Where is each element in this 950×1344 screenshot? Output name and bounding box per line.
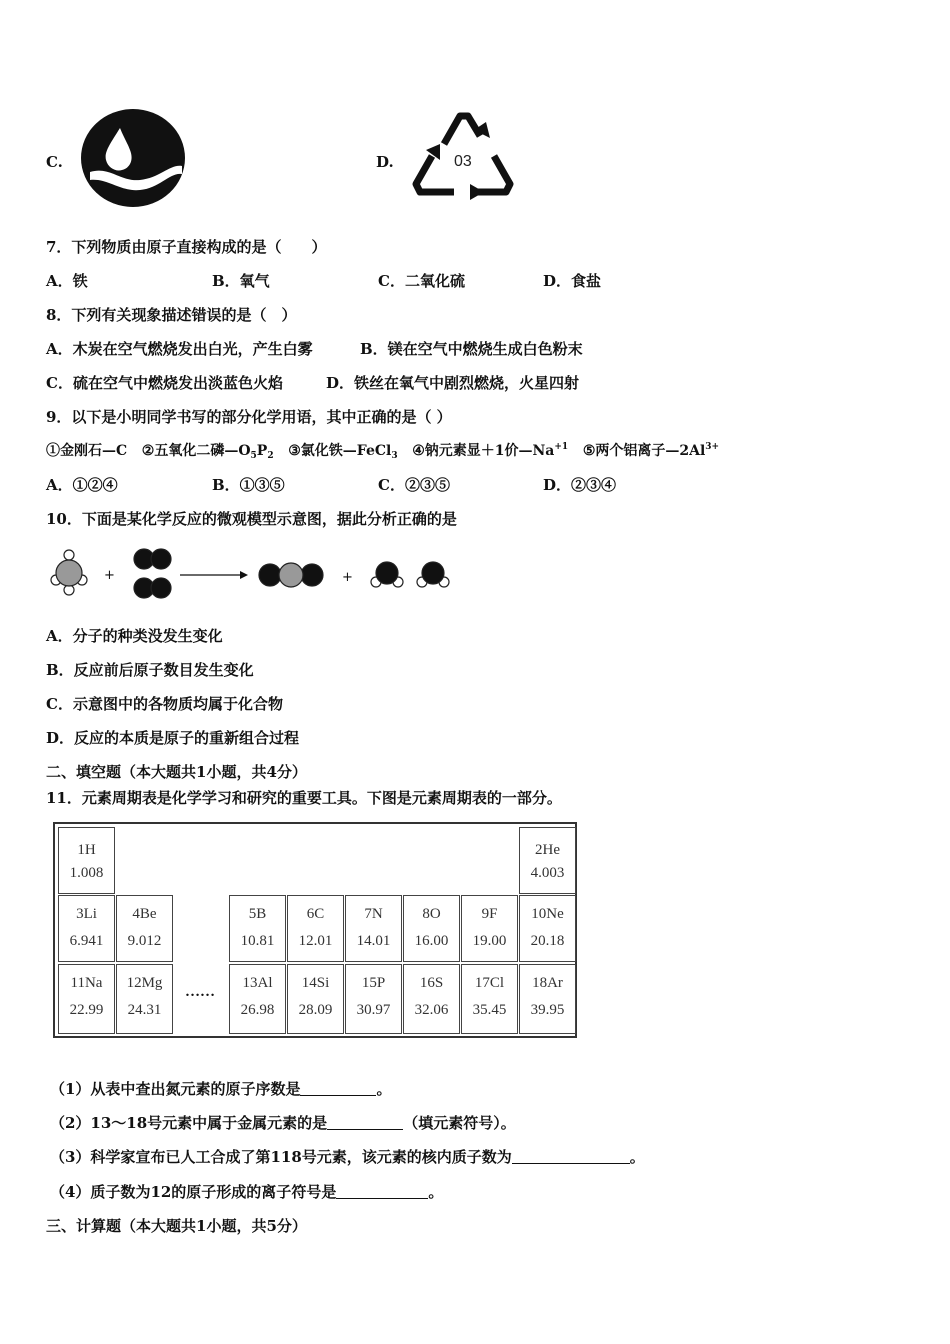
element-symbol: 12Mg [126,975,163,991]
black-atom [151,578,171,598]
element-cell [287,895,344,962]
element-symbol: 13Al [242,975,273,991]
section-2-heading: 二、填空题（本大题共1小题，共4分） [46,763,307,781]
recycle-03-icon [410,104,518,202]
element-symbol: 16S [419,975,444,991]
element-cell [519,964,576,1034]
element-symbol: 4Be [132,906,157,922]
reaction-arrow-head [240,571,248,579]
element-mass: 22.99 [69,1002,104,1018]
element-cell [229,895,286,962]
grey-atom [56,560,82,586]
element-cell [519,895,576,962]
element-mass: 1.008 [69,865,104,881]
element-mass: 24.31 [127,1002,162,1018]
element-mass: 4.003 [530,865,565,881]
element-mass: 30.97 [356,1002,391,1018]
q9-option-c: C．②③⑤ [378,476,450,494]
element-symbol: 3Li [76,906,97,922]
q10-option-b: B．反应前后原子数目发生变化 [46,661,254,679]
q9-stem: 9．以下是小明同学书写的部分化学用语，其中正确的是（ ） [46,408,452,426]
element-mass: 14.01 [356,933,391,949]
element-mass: 32.06 [414,1002,449,1018]
small-white-atom [64,550,74,560]
q11-part-3: （3）科学家宣布已人工合成了第118号元素，该元素的核内质子数为 。 [50,1148,645,1166]
q9-option-b: B．①③⑤ [212,476,285,494]
element-symbol: 7N [364,906,383,922]
q9-item-4: ④钠元素显＋1价$—Na^{+1}$ [412,442,569,459]
water-saving-logo-icon [80,108,186,208]
q7-option-d: D．食盐 [543,272,602,290]
section-3-heading: 三、计算题（本大题共1小题，共5分） [46,1217,307,1235]
element-cell [345,964,402,1034]
element-symbol: 2He [535,842,560,858]
black-atom [151,549,171,569]
q9-items [46,440,719,461]
q7-option-b: B．氧气 [212,272,270,290]
answer-blank-2[interactable] [327,1115,403,1130]
q7-option-c: C．二氧化硫 [378,272,465,290]
q10-option-c: C．示意图中的各物质均属于化合物 [46,695,283,713]
answer-blank-4[interactable] [336,1184,428,1199]
periodic-table [53,822,577,1038]
black-atom [422,562,444,584]
q9-item-5: ⑤两个铝离子$—2Al^{3+}$ [582,442,720,459]
plus-sign-1: + [104,568,115,583]
q8-option-a: A．木炭在空气燃烧发出白光，产生白雾 [46,340,313,358]
element-mass: 39.95 [530,1002,565,1018]
q9-item-2: ②五氧化二磷$—O_5P_2$ [141,443,274,461]
element-cell [58,827,115,894]
element-mass: 26.98 [240,1002,275,1018]
element-mass: 19.00 [472,933,507,949]
element-cell [345,895,402,962]
answer-blank-3[interactable] [512,1149,630,1164]
element-cell [58,964,115,1034]
black-atom [301,564,323,586]
black-atom [376,562,398,584]
element-symbol: 5B [248,906,267,922]
q11-part-1: （1）从表中查出氮元素的原子序数是 。 [50,1080,392,1098]
element-symbol: 6C [306,906,325,922]
q10-option-d: D．反应的本质是原子的重新组合过程 [46,729,300,747]
grey-atom [279,563,303,587]
q10-stem: 10．下面是某化学反应的微观模型示意图，据此分析正确的是 [46,510,457,528]
element-mass: 20.18 [530,933,565,949]
reaction-model-diagram [44,542,464,604]
q9-option-d: D．②③④ [543,476,617,494]
element-cell [116,964,173,1034]
q7-stem: 7．下列物质由原子直接构成的是（ ） [46,238,327,256]
element-cell [461,895,518,962]
q7-option-a: A．铁 [46,272,88,290]
element-symbol: 11Na [70,975,103,991]
element-symbol: 14Si [301,975,330,991]
q9-option-a: A．①②④ [46,476,118,494]
element-symbol: 1H [77,842,96,858]
q8-option-c: C．硫在空气中燃烧发出淡蓝色火焰 [46,374,283,392]
q11-stem: 11．元素周期表是化学学习和研究的重要工具。下图是元素周期表的一部分。 [46,789,562,807]
q11-part-4: （4）质子数为12的原子形成的离子符号是 。 [50,1183,444,1201]
q8-option-b: B．镁在空气中燃烧生成白色粉末 [360,340,583,358]
element-cell [287,964,344,1034]
element-cell [58,895,115,962]
element-mass: 10.81 [240,933,275,949]
answer-blank-1[interactable] [300,1081,376,1096]
element-cell [519,827,576,894]
element-symbol: 15P [361,975,386,991]
element-symbol: 18Ar [532,975,563,991]
recycle-number: 03 [454,153,472,170]
element-symbol: 10Ne [531,906,564,922]
q8-stem: 8．下列有关现象描述错误的是（ ） [46,306,297,324]
ellipsis: …… [185,984,215,1000]
plus-sign-2: + [342,570,353,585]
black-atom [259,564,281,586]
q9-item-3: ③氯化铁—FeCl$_3$ [288,443,398,461]
element-mass: 9.012 [127,933,162,949]
element-mass: 6.941 [69,933,104,949]
element-symbol: 17Cl [474,975,505,991]
element-mass: 35.45 [472,1002,507,1018]
option-c-label: C. [46,153,63,171]
element-cell [116,895,173,962]
option-d-label: D. [376,153,394,171]
element-cell [403,895,460,962]
element-cell [403,964,460,1034]
q11-part-2: （2）13～18号元素中属于金属元素的是 （填元素符号）。 [50,1114,516,1132]
element-cell [461,964,518,1034]
element-mass: 12.01 [298,933,333,949]
element-mass: 16.00 [414,933,449,949]
element-mass: 28.09 [298,1002,333,1018]
element-cell [229,964,286,1034]
q10-option-a: A．分子的种类没发生变化 [46,627,223,645]
q9-item-1: ①金刚石—C [46,443,128,459]
q8-option-d: D．铁丝在氧气中剧烈燃烧，火星四射 [326,374,580,392]
element-symbol: 9F [481,906,498,922]
element-symbol: 8O [422,906,441,922]
